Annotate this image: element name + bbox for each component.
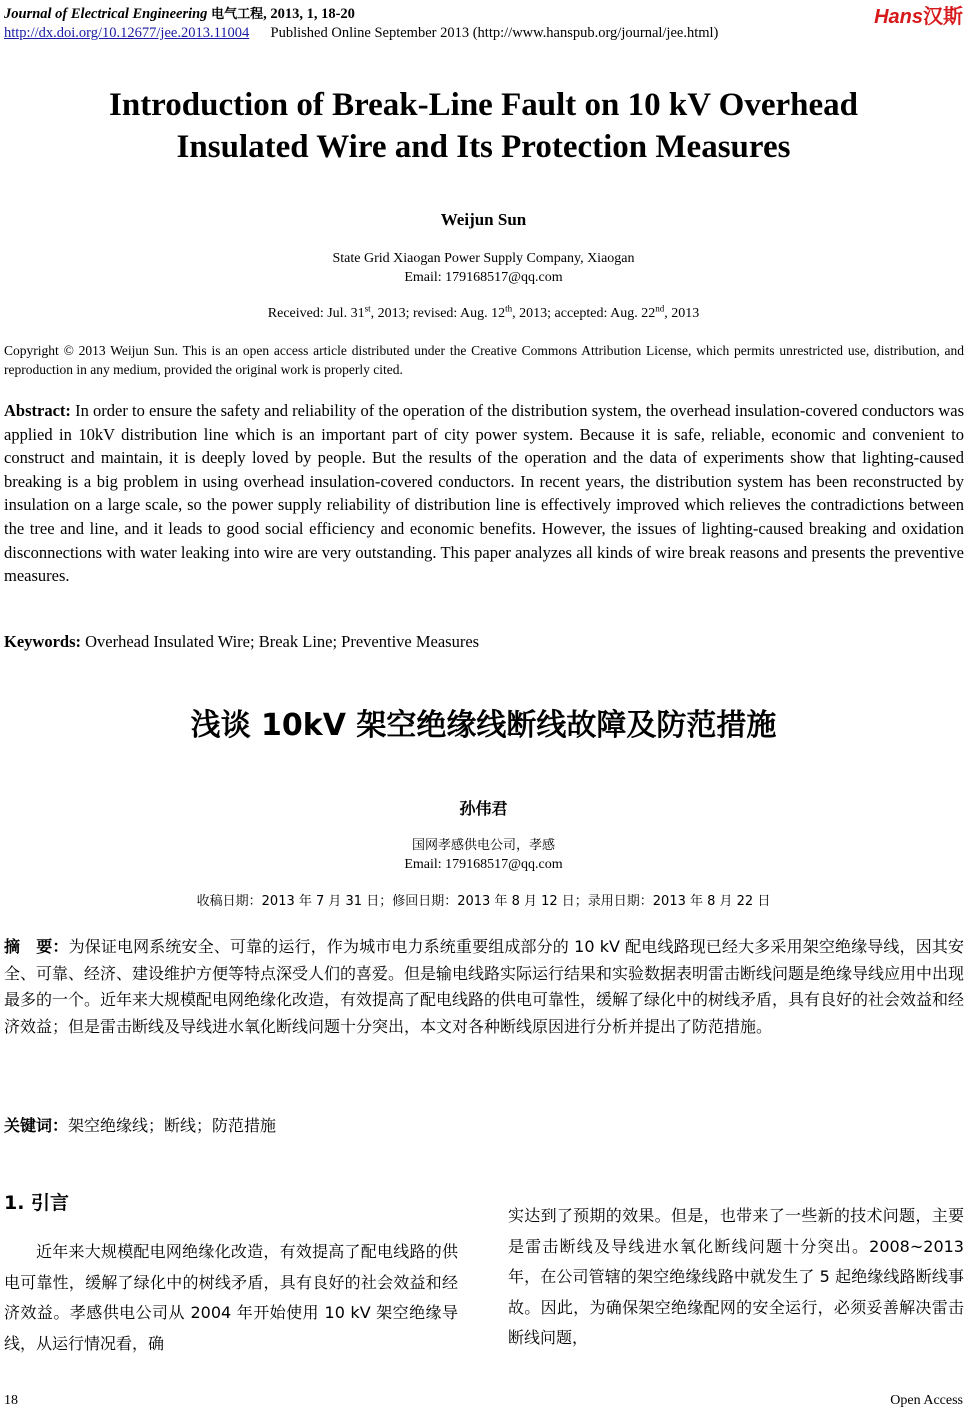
page-number: 18 [4,1393,18,1408]
accepted-date: , 2013; accepted: Aug. 22 [512,306,656,321]
received-dates [0,304,967,323]
doi-line [4,25,718,42]
dates-cn: 收稿日期：2013 年 7 月 31 日；修回日期：2013 年 8 月 12 日；录用日期：2013 年 8 月 22 日 [196,894,771,909]
journal-issue: , 2013, 1, 18-20 [263,6,355,22]
open-access-label: Open Access [890,1393,963,1408]
revised-sup: th [505,303,513,314]
journal-name-cn: 电气工程 [211,7,264,22]
section-heading: 1. 引言 [4,1192,70,1214]
keywords-cn-text: 架空绝缘线；断线；防范措施 [68,1116,277,1135]
email-en: Email: 179168517@qq.com [404,270,563,285]
logo-cn: 汉斯 [923,4,963,28]
journal-name: Journal of Electrical Engineering [4,6,208,22]
revised-date: , 2013; revised: Aug. 12 [370,306,506,321]
doi-link[interactable]: http://dx.doi.org/10.12677/jee.2013.11004 [4,25,250,41]
author-name-en: Weijun Sun [440,210,527,229]
affiliation-cn: 国网孝感供电公司，孝感 [411,838,555,853]
received-sup: st [364,303,371,314]
keywords-cn [4,1113,276,1136]
body-column-right: 实达到了预期的效果。但是，也带来了一些新的技术问题，主要是雷击断线及导线进水氧化断线问题十分突出。2008~2013 年，在公司管辖的架空绝缘线路中就发生了 5 起绝缘线路断线事故。因此，为确保架空绝缘配网的安全运行，必须妥善解决雷击断线问题， [508,1206,964,1347]
affiliation-en: State Grid Xiaogan Power Supply Company, Xiaogan [332,251,635,266]
paper-title-en [0,84,967,168]
keywords-cn-label: 关键词： [4,1116,69,1135]
abstract-text: In order to ensure the safety and reliability of the operation of the distribution system, the overhead insulation-covered conductors was applied in 10kV distribution line which is an important part of city power system. Because it is safe, reliable, economic and convenient to construct and maintain, it is deeply loved by people. But the results of the operation and the data of experiments show that lighting-caused breaking is a big problem in using overhead insulation-covered conductors. In recent years, the distribution system has been reconstructed by insulation on a large scale, so the power supply reliability of distribution line is effectively improved which relieves the contradictions between the tree and line, and it leads to good social efficiency and economic benefits. However, the issues of lighting-caused breaking and oxidation disconnections with water leaking into wire are very outstanding. This paper analyzes all kinds of wire break reasons and presents the preventive measures. [4,401,965,586]
logo-brand: Hans [874,6,923,28]
title-line-1: Introduction of Break-Line Fault on 10 kV Overhead [109,87,858,123]
abstract-label: Abstract: [4,401,71,420]
title-line-2: Insulated Wire and Its Protection Measures [176,129,791,165]
accepted-sup: nd [655,303,665,314]
abstract-cn-text: 为保证电网系统安全、可靠的运行，作为城市电力系统重要组成部分的 10 kV 配电线路现已经大多采用架空绝缘导线，因其安全、可靠、经济、建设维护方便等特点深受人们的喜爱。但是输电线路实际运行结果和实验数据表明雷击断线问题是绝缘导线应用中出现最多的一个。近年来大规模配电网绝缘化改造，有效提高了配电线路的供电可靠性，缓解了绿化中的树线矛盾，具有良好的社会效益和经济效益；但是雷击断线及导线进水氧化断线问题十分突出，本文对各种断线原因进行分析并提出了防范措施。 [4,937,965,1036]
publisher-logo [874,0,963,29]
keywords-label: Keywords: [4,632,81,651]
published-online: Published Online September 2013 (http://www.hanspub.org/journal/jee.html) [270,25,719,41]
journal-header [4,3,355,23]
year-tail: , 2013 [664,306,700,321]
abstract-en [4,399,964,588]
received-date: Received: Jul. 31 [267,306,365,321]
paper-title-cn: 浅谈 10kV 架空绝缘线断线故障及防范措施 [190,708,777,743]
abstract-cn [4,934,964,1040]
keywords-en [4,632,479,652]
body-column-left: 近年来大规模配电网绝缘化改造，有效提高了配电线路的供电可靠性，缓解了绿化中的树线矛盾，具有良好的社会效益和经济效益。孝感供电公司从 2004 年开始使用 10 kV 架空绝缘导线，从运行情况看，确 [4,1242,458,1353]
email-cn: Email: 179168517@qq.com [404,857,563,872]
abstract-cn-label: 摘 要： [4,937,69,956]
keywords-text: Overhead Insulated Wire; Break Line; Preventive Measures [85,632,480,651]
author-name-cn: 孙伟君 [459,799,508,818]
copyright-notice: Copyright © 2013 Weijun Sun. This is an open access article distributed under the Creative Commons Attribution License, which permits unrestricted use, distribution, and reproduction in any medium, provided the original work is properly cited. [4,343,964,377]
